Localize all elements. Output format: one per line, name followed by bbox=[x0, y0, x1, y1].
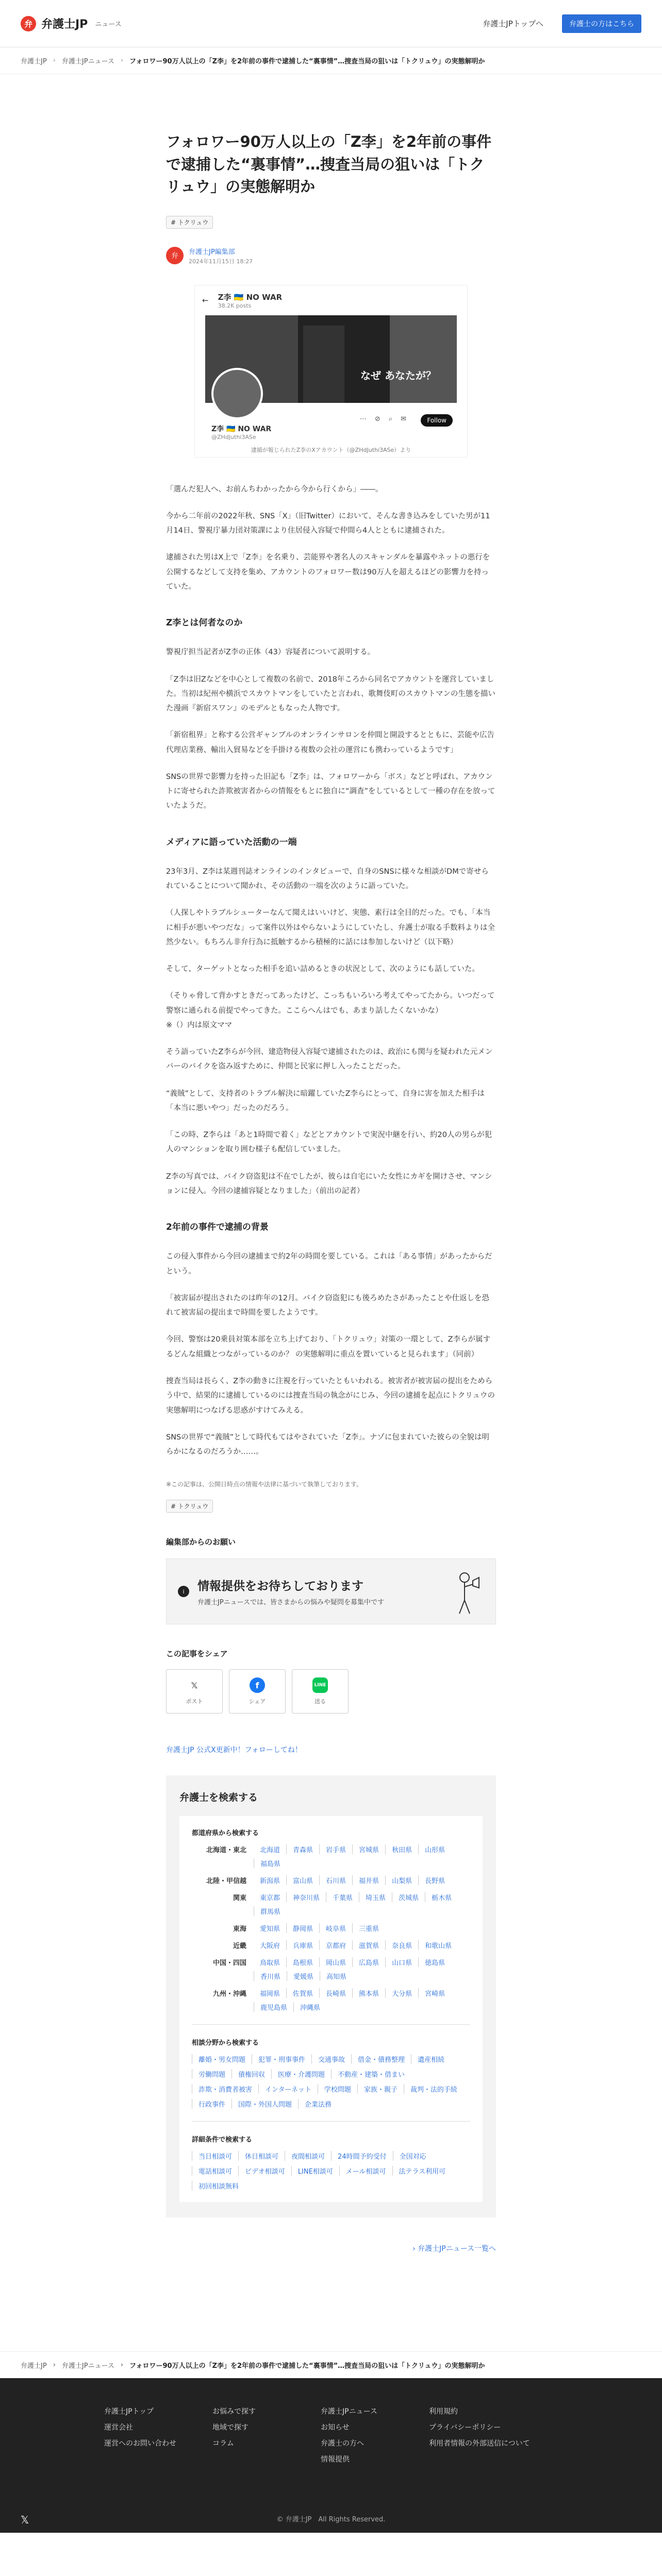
category-link[interactable]: インターネット bbox=[258, 2084, 318, 2094]
paragraph: 今回、警察は20乗員対策本部を立ち上げており、「トクリュウ」対策の一環として、Z李らが属するどんな組織とつながっているのか？ の実態解明に重点を置いていると見られます」（同前） bbox=[166, 1335, 491, 1359]
info-request-banner[interactable] bbox=[166, 1558, 496, 1624]
paragraph: “義賊”として、支持者のトラブル解決に暗躍していたZ李らにとって、自身に害を加えた相手は「本当に悪いやつ」だったのだろう。 bbox=[166, 1089, 485, 1112]
footer-link[interactable]: 利用規約 bbox=[429, 2408, 458, 2416]
footer-bottom bbox=[0, 2507, 662, 2533]
footer-link[interactable]: 弁護士JPトップ bbox=[104, 2408, 154, 2416]
prefecture-link[interactable]: 大分県 bbox=[385, 1988, 418, 1998]
region-row bbox=[192, 1844, 470, 1868]
category-link[interactable]: 犯罪・刑事事件 bbox=[252, 2054, 311, 2064]
header-nav bbox=[483, 14, 641, 33]
logo-text: 弁護士JP bbox=[41, 18, 88, 31]
footer-col-3 bbox=[321, 2404, 429, 2467]
prefecture-link[interactable]: 栃木県 bbox=[425, 1892, 458, 1902]
footer-col-4 bbox=[429, 2404, 558, 2467]
category-list bbox=[192, 2054, 470, 2109]
lawyer-search-title: 弁護士を検索する bbox=[179, 1792, 258, 1804]
footer-columns bbox=[104, 2404, 558, 2467]
prefecture-link[interactable]: 三重県 bbox=[352, 1923, 385, 1933]
paragraph: 逮捕された男はX上で「Z李」を名乗り、芸能界や著名人のスキャンダルを暴露やネットの悪行を公開するなどして支持を集め、アカウントのフォロワー数は90万人を超えるほどの影響力を持っていた。 bbox=[166, 553, 490, 591]
footer-link[interactable]: 利用者情報の外部送信について bbox=[429, 2439, 530, 2448]
image-caption: 逮捕が報じられたZ李のXアカウント（@ZHdJuthi3ASe）より bbox=[251, 446, 411, 453]
footer-link[interactable]: 弁護士JPニュース bbox=[321, 2408, 377, 2416]
prefecture-link[interactable]: 沖縄県 bbox=[293, 2002, 326, 2012]
breadcrumb-news[interactable]: 弁護士JPニュース bbox=[61, 58, 114, 65]
prefecture-link[interactable]: 福井県 bbox=[352, 1875, 385, 1885]
breadcrumb-current: フォロワー90万人以上の「Z李」を2年前の事件で逮捕した“裏事情”…捜査当局の狙いは「トクリュウ」の実態解明か bbox=[129, 58, 485, 65]
region-name: 北陸・甲信越 bbox=[206, 1877, 246, 1886]
prefecture-link[interactable]: 岩手県 bbox=[319, 1844, 352, 1854]
paragraph: 今から二年前の2022年秋、SNS「X」（旧Twitter）において、そんな書き込みをしていた男が11月14日、警視庁暴力団対策課により住居侵入容疑で仲間ら4人とともに逮捕された。 bbox=[166, 512, 490, 535]
paragraph: SNSの世界で“義賊”として時代もてはやされていた「Z李」。ナゾに包まれていた彼らの全貌は明らかになるのだろうか……。 bbox=[166, 1433, 489, 1456]
region-name: 東海 bbox=[233, 1925, 246, 1934]
footer-link[interactable]: コラム bbox=[212, 2439, 234, 2448]
region-prefs bbox=[254, 1875, 470, 1885]
footer-link[interactable]: 情報提供 bbox=[321, 2455, 350, 2464]
paragraph: SNSの世界で影響力を持った旧記も「Z李」は、フォロワーから「ボス」などと呼ばれ、アカウントに寄せられた詐欺被害者からの情報をもとに独自に“調査”をしているとして一種の存在を放っていたようだ。 bbox=[166, 772, 495, 810]
x-profile-post-count: 38.2K posts bbox=[218, 302, 252, 309]
prefecture-link[interactable]: 福岡県 bbox=[260, 1990, 280, 1998]
prefecture-link[interactable]: 神奈川県 bbox=[286, 1892, 326, 1902]
prefecture-link[interactable]: 愛知県 bbox=[260, 1925, 280, 1934]
info-icon: i bbox=[178, 1586, 189, 1597]
pref-search-title: 都道府県から検索する bbox=[192, 1829, 259, 1838]
region-prefs bbox=[254, 1940, 470, 1950]
prefecture-link[interactable]: 埼玉県 bbox=[359, 1892, 392, 1902]
article-note: ※この記事は、公開日時点の情報や法律に基づいて執筆しております。 bbox=[166, 1481, 363, 1488]
prefecture-link[interactable]: 福島県 bbox=[254, 1858, 287, 1868]
share-section-title: この記事をシェア bbox=[166, 1649, 228, 1659]
paragraph: 23年3月、Z李は某週刊誌オンラインのインタビューで、自身のSNSに様々な相談がDMで寄せられていることについて聞かれ、その活動の一端を次のように語っていた。 bbox=[166, 867, 489, 891]
prefecture-link[interactable]: 石川県 bbox=[319, 1875, 352, 1885]
breadcrumb-separator: › bbox=[120, 2361, 124, 2369]
publish-date: 2024年11月15日 18:27 bbox=[189, 258, 253, 265]
footer-link[interactable]: 弁護士の方へ bbox=[321, 2439, 364, 2448]
for-lawyers-button[interactable]: 弁護士の方はこちら bbox=[562, 14, 641, 33]
prefecture-link[interactable]: 佐賀県 bbox=[286, 1988, 319, 1998]
share-x-label: ポスト bbox=[186, 1698, 203, 1705]
prefecture-link[interactable]: 香川県 bbox=[254, 1971, 287, 1981]
breadcrumb-home[interactable]: 弁護士JP bbox=[21, 58, 47, 65]
paragraph: そして、ターゲットとなった相手を追い詰めるときの状況として、次のようにも話していた。 bbox=[166, 965, 479, 974]
breadcrumb-bottom bbox=[0, 2351, 662, 2378]
author-block bbox=[166, 246, 496, 265]
category-link[interactable]: 借金・債務整理 bbox=[351, 2054, 411, 2064]
prefecture-link[interactable]: 山梨県 bbox=[385, 1875, 418, 1885]
region-row bbox=[192, 1988, 470, 2012]
region-row bbox=[192, 1875, 470, 1885]
paragraph: 「被害届が提出されたのは昨年の12月。バイク窃盗犯にも後ろめたさがあったことや仕返しを恐れて被害届の提出まで時間を要したようです。 bbox=[166, 1294, 490, 1317]
share-facebook-label: シェア bbox=[249, 1698, 266, 1705]
category-link[interactable]: 国際・外国人問題 bbox=[231, 2099, 298, 2109]
paragraph: 「この時、Z李らは「あと1時間で着く」などとアカウントで実況中継を行い、約20人の男らが犯人のマンションを取り囲む様子も配信していました。 bbox=[166, 1131, 492, 1154]
prefecture-link[interactable]: 和歌山県 bbox=[418, 1940, 458, 1950]
region-row bbox=[192, 1957, 470, 1981]
condition-link[interactable]: 法テラス利用可 bbox=[392, 2166, 452, 2176]
category-link[interactable]: 債権回収 bbox=[231, 2069, 271, 2079]
prefecture-link[interactable]: 山形県 bbox=[418, 1844, 451, 1854]
divider bbox=[192, 2121, 470, 2122]
info-request-title: 情報提供をお待ちしております bbox=[197, 1580, 363, 1594]
condition-list bbox=[192, 2151, 470, 2191]
paragraph: 警視庁担当記者がZ李の正体（43）容疑者について説明する。 bbox=[166, 648, 375, 657]
breadcrumb-separator: › bbox=[53, 57, 56, 64]
banner-text: なぜ あなたが？ bbox=[360, 369, 436, 382]
x-logo-icon: 𝕏 bbox=[191, 1680, 198, 1690]
breadcrumb-separator: › bbox=[120, 57, 124, 64]
condition-link[interactable]: 休日相談可 bbox=[238, 2151, 285, 2161]
region-prefs bbox=[254, 1844, 470, 1868]
region-name: 中国・四国 bbox=[212, 1959, 246, 1968]
region-name: 北海道・東北 bbox=[206, 1846, 246, 1855]
request-section-title: 編集部からのお願い bbox=[166, 1537, 236, 1547]
info-request-subtitle: 弁護士JPニュースでは、皆さまからの悩みや疑問を募集中です bbox=[197, 1599, 385, 1607]
banner-photo bbox=[303, 326, 344, 403]
divider bbox=[192, 2024, 470, 2025]
footer-link[interactable]: 地域で探す bbox=[212, 2424, 249, 2432]
category-link[interactable]: 家族・親子 bbox=[357, 2084, 404, 2094]
x-profile-avatar bbox=[211, 368, 263, 419]
footer-link[interactable]: 運営会社 bbox=[104, 2424, 133, 2432]
section-heading: Z李とは何者なのか bbox=[166, 618, 243, 629]
category-link[interactable]: 企業法務 bbox=[298, 2099, 338, 2109]
condition-link[interactable]: 当日相談可 bbox=[192, 2151, 238, 2161]
region-prefs bbox=[254, 1923, 470, 1933]
x-profile-actions bbox=[360, 415, 406, 423]
category-link[interactable]: 交通事故 bbox=[311, 2054, 351, 2064]
line-icon: LINE bbox=[312, 1677, 328, 1693]
category-link[interactable]: 行政事件 bbox=[192, 2099, 231, 2109]
share-x-button[interactable] bbox=[166, 1669, 223, 1714]
mail-icon: ✉ bbox=[401, 415, 406, 423]
x-profile-screenshot bbox=[194, 285, 468, 457]
prefecture-link[interactable]: 新潟県 bbox=[260, 1877, 280, 1886]
paragraph: 「新宿租界」と称する公営ギャンブルのオンラインサロンを仲間と開設するとともに、芸能や広告代理店業務、輸出入貿易などを手掛ける複数の会社の運営にも携わっているようです」 bbox=[166, 731, 494, 754]
prefecture-link[interactable]: 滋賀県 bbox=[352, 1940, 385, 1950]
copyright: © 弁護士JP All Rights Reserved. bbox=[276, 2516, 386, 2524]
region-name: 関東 bbox=[233, 1894, 246, 1903]
condition-link[interactable]: 初回相談無料 bbox=[192, 2181, 245, 2191]
region-name: 近畿 bbox=[233, 1942, 246, 1951]
lawyer-search-box bbox=[166, 1775, 496, 2217]
prefecture-link[interactable]: 奈良県 bbox=[385, 1940, 418, 1950]
region-prefs bbox=[254, 1988, 470, 2012]
paragraph: 「Z李は旧Zなどを中心として複数の名前で、2018年ころから同名でアカウントを運営していました。当初は紀州や横浜でスカウトマンをしていたと言われ、歌舞伎町のスカウトマンの生態を描いた漫画『新宿スワン』のモデルともなった人物です。 bbox=[166, 675, 495, 713]
prefecture-link[interactable]: 群馬県 bbox=[254, 1906, 287, 1916]
breadcrumb-separator: › bbox=[53, 2361, 56, 2369]
category-link[interactable]: 離婚・男女問題 bbox=[192, 2054, 252, 2064]
prefecture-link[interactable]: 島根県 bbox=[286, 1957, 319, 1967]
share-facebook-button[interactable] bbox=[229, 1669, 286, 1714]
region-row bbox=[192, 1892, 470, 1916]
prefecture-link[interactable]: 熊本県 bbox=[352, 1988, 385, 1998]
logo-sub: ニュース bbox=[95, 21, 122, 28]
site-logo[interactable] bbox=[21, 15, 122, 31]
author-avatar: 弁 bbox=[166, 247, 184, 264]
category-link[interactable]: 詐欺・消費者被害 bbox=[192, 2084, 258, 2094]
share-line-button[interactable] bbox=[292, 1669, 349, 1714]
condition-link[interactable]: 電話相談可 bbox=[192, 2166, 238, 2176]
x-profile-display-name: Z李 🇺🇦 NO WAR bbox=[211, 425, 272, 433]
prefecture-link[interactable]: 兵庫県 bbox=[286, 1940, 319, 1950]
prefecture-link[interactable]: 岡山県 bbox=[319, 1957, 352, 1967]
more-icon: ⋯ bbox=[359, 415, 367, 423]
news-list-link[interactable]: › 弁護士JPニュース一覧へ bbox=[412, 2245, 496, 2253]
x-profile-topbar bbox=[195, 285, 467, 315]
paragraph: そう語っていたZ李らが今回、建造物侵入容疑で逮捕されたのは、政治にも関与を疑われた元メンバーのバイクを盗み返すために、仲間と民家に押し入ったことだった。 bbox=[166, 1048, 493, 1071]
lawyer-search-inner bbox=[179, 1816, 483, 2202]
prefecture-link[interactable]: 富山県 bbox=[286, 1875, 319, 1885]
prefecture-link[interactable]: 鳥取県 bbox=[260, 1959, 280, 1968]
footer-col-2 bbox=[212, 2404, 321, 2467]
x-follow-link[interactable]: 弁護士JP 公式X更新中！フォローしてね！ bbox=[166, 1746, 302, 1755]
site-header bbox=[0, 0, 662, 47]
back-arrow-icon: ← bbox=[202, 295, 209, 305]
footer-link[interactable]: プライバシーポリシー bbox=[429, 2424, 501, 2432]
region-list bbox=[192, 1844, 470, 2012]
site-footer bbox=[0, 2378, 662, 2507]
condition-link[interactable]: 夜間相談可 bbox=[285, 2151, 331, 2161]
prefecture-link[interactable]: 愛媛県 bbox=[287, 1971, 320, 1981]
prefecture-link[interactable]: 京都府 bbox=[319, 1940, 352, 1950]
region-prefs bbox=[254, 1957, 470, 1981]
condition-link[interactable]: 24時間予約受付 bbox=[331, 2151, 393, 2161]
prefecture-link[interactable]: 広島県 bbox=[352, 1957, 385, 1967]
paragraph: （そりゃ脅して背かすときだってあったけど、こっちもいろいろ考えてやってたから。いつだって警察に通られる前提でやってきた。ここらへんはでも、あまり話したくないかな） ※（）内は原文ママ bbox=[166, 992, 495, 1029]
article-title: フォロワー90万人以上の「Z李」を2年前の事件で逮捕した“裏事情”…捜査当局の狙いは「トクリュウ」の実態解明か bbox=[166, 133, 492, 195]
prefecture-link[interactable]: 山口県 bbox=[385, 1957, 418, 1967]
footer-link[interactable]: お悩みで探す bbox=[212, 2408, 256, 2416]
prefecture-link[interactable]: 宮崎県 bbox=[418, 1988, 451, 1998]
condition-search-title: 詳細条件で検索する bbox=[192, 2136, 253, 2144]
article-main bbox=[166, 74, 496, 2253]
prefecture-link[interactable]: 東京都 bbox=[260, 1894, 280, 1903]
article-body bbox=[166, 482, 496, 1460]
region-name: 九州・沖縄 bbox=[212, 1990, 246, 1998]
paragraph: （人探しやトラブルシューターなんて聞えはいいけど、実態、素行は全目的だった。でも、「本当に相手が悪いやつだな」って案件以外はやらないようにしていたし、弁護士が取る手数料よりは全然少ない。もちろん非弁行為に抵触するから積極的に話には参加しないけど（以下略） bbox=[166, 909, 495, 946]
facebook-icon: f bbox=[250, 1677, 265, 1693]
category-link[interactable]: 不動産・建築・借まい bbox=[331, 2069, 411, 2079]
x-logo-icon[interactable]: 𝕏 bbox=[21, 2514, 29, 2527]
region-row bbox=[192, 1923, 470, 1933]
section-heading: メディアに語っていた活動の一端 bbox=[166, 837, 297, 848]
condition-link[interactable]: ビデオ相談可 bbox=[238, 2166, 291, 2176]
breadcrumb bbox=[0, 47, 662, 74]
category-link[interactable]: 裁判・法的手続 bbox=[404, 2084, 464, 2094]
grok-icon: ⊘ bbox=[374, 415, 380, 423]
author-name[interactable]: 弁護士JP編集部 bbox=[189, 248, 235, 256]
category-link[interactable]: 学校問題 bbox=[318, 2084, 357, 2094]
paragraph: 捜査当局は長らく、Z李の動きに注視を行っていたともいわれる。被害者が被害届の提出をためらう中で、結果的に逮捕しているのには捜査当局の執念がにじみ、今回の逮捕を起点にトクリュウの実態解明につなげる思惑がすけてみえる。 bbox=[166, 1377, 495, 1415]
paragraph: Z李の写真では、バイク窃盗犯は不在でしたが、彼らは自宅にいた女性にカギを開けさせ、マンションに侵入。今回の逮捕容疑となりました」（前出の記者） bbox=[166, 1172, 492, 1196]
section-heading: 2年前の事件で逮捕の背景 bbox=[166, 1222, 269, 1233]
condition-link[interactable]: LINE相談可 bbox=[291, 2166, 339, 2176]
search-icon: ⌕ bbox=[388, 415, 393, 423]
prefecture-link[interactable]: 高知県 bbox=[320, 1971, 353, 1981]
x-profile-handle-block bbox=[211, 423, 271, 440]
category-link[interactable]: 遺産相続 bbox=[411, 2054, 451, 2064]
category-link[interactable]: 医療・介護問題 bbox=[271, 2069, 331, 2079]
lawyer-top-link[interactable]: 弁護士JPトップへ bbox=[483, 19, 543, 28]
banner-photo bbox=[390, 315, 457, 403]
news-list-label: 弁護士JPニュース一覧へ bbox=[418, 2245, 496, 2253]
x-profile-handle: @ZHdJuthi3ASe bbox=[211, 433, 256, 440]
x-profile-name: Z李 🇺🇦 NO WAR bbox=[218, 292, 283, 302]
prefecture-link[interactable]: 岐阜県 bbox=[319, 1923, 352, 1933]
footer-link[interactable]: 運営へのお問い合わせ bbox=[104, 2439, 176, 2448]
region-prefs bbox=[254, 1892, 470, 1916]
category-link[interactable]: 労働問題 bbox=[192, 2069, 231, 2079]
prefecture-link[interactable]: 秋田県 bbox=[385, 1844, 418, 1854]
category-search-title: 相談分野から検索する bbox=[192, 2039, 259, 2047]
prefecture-link[interactable]: 大阪府 bbox=[260, 1942, 280, 1951]
prefecture-link[interactable]: 鹿児島県 bbox=[254, 2002, 293, 2012]
footer-col-1 bbox=[104, 2404, 212, 2467]
share-line-label: 送る bbox=[315, 1698, 326, 1705]
footer-link[interactable]: お知らせ bbox=[321, 2424, 350, 2432]
article-tag-bottom[interactable]: # トクリュウ bbox=[166, 1500, 213, 1513]
breadcrumb-news[interactable]: 弁護士JPニュース bbox=[61, 2362, 114, 2370]
paragraph: 「選んだ犯人へ、お前んちわかったから今から行くから」――。 bbox=[166, 485, 383, 494]
prefecture-link[interactable]: 北海道 bbox=[260, 1846, 280, 1855]
condition-link[interactable]: メール相談可 bbox=[339, 2166, 392, 2176]
prefecture-link[interactable]: 宮城県 bbox=[352, 1844, 385, 1854]
prefecture-link[interactable]: 茨城県 bbox=[392, 1892, 425, 1902]
prefecture-link[interactable]: 徳島県 bbox=[418, 1957, 451, 1967]
prefecture-link[interactable]: 千葉県 bbox=[326, 1892, 359, 1902]
share-buttons bbox=[166, 1669, 496, 1714]
prefecture-link[interactable]: 青森県 bbox=[286, 1844, 319, 1854]
logo-mark: 弁 bbox=[21, 16, 36, 31]
region-row bbox=[192, 1940, 470, 1950]
condition-link[interactable]: 全国対応 bbox=[393, 2151, 433, 2161]
breadcrumb-current: フォロワー90万人以上の「Z李」を2年前の事件で逮捕した“裏事情”…捜査当局の狙いは「トクリュウ」の実態解明か bbox=[129, 2362, 485, 2370]
prefecture-link[interactable]: 長野県 bbox=[418, 1875, 451, 1885]
x-follow-button: Follow bbox=[421, 414, 453, 427]
prefecture-link[interactable]: 静岡県 bbox=[286, 1923, 319, 1933]
prefecture-link[interactable]: 長崎県 bbox=[319, 1988, 352, 1998]
article-tag[interactable]: # トクリュウ bbox=[166, 216, 213, 229]
megaphone-person-icon bbox=[449, 1570, 480, 1616]
breadcrumb-home[interactable]: 弁護士JP bbox=[21, 2362, 47, 2370]
paragraph: この侵入事件から今回の逮捕まで約2年の時間を要している。これは「ある事情」があったからだという。 bbox=[166, 1252, 492, 1276]
